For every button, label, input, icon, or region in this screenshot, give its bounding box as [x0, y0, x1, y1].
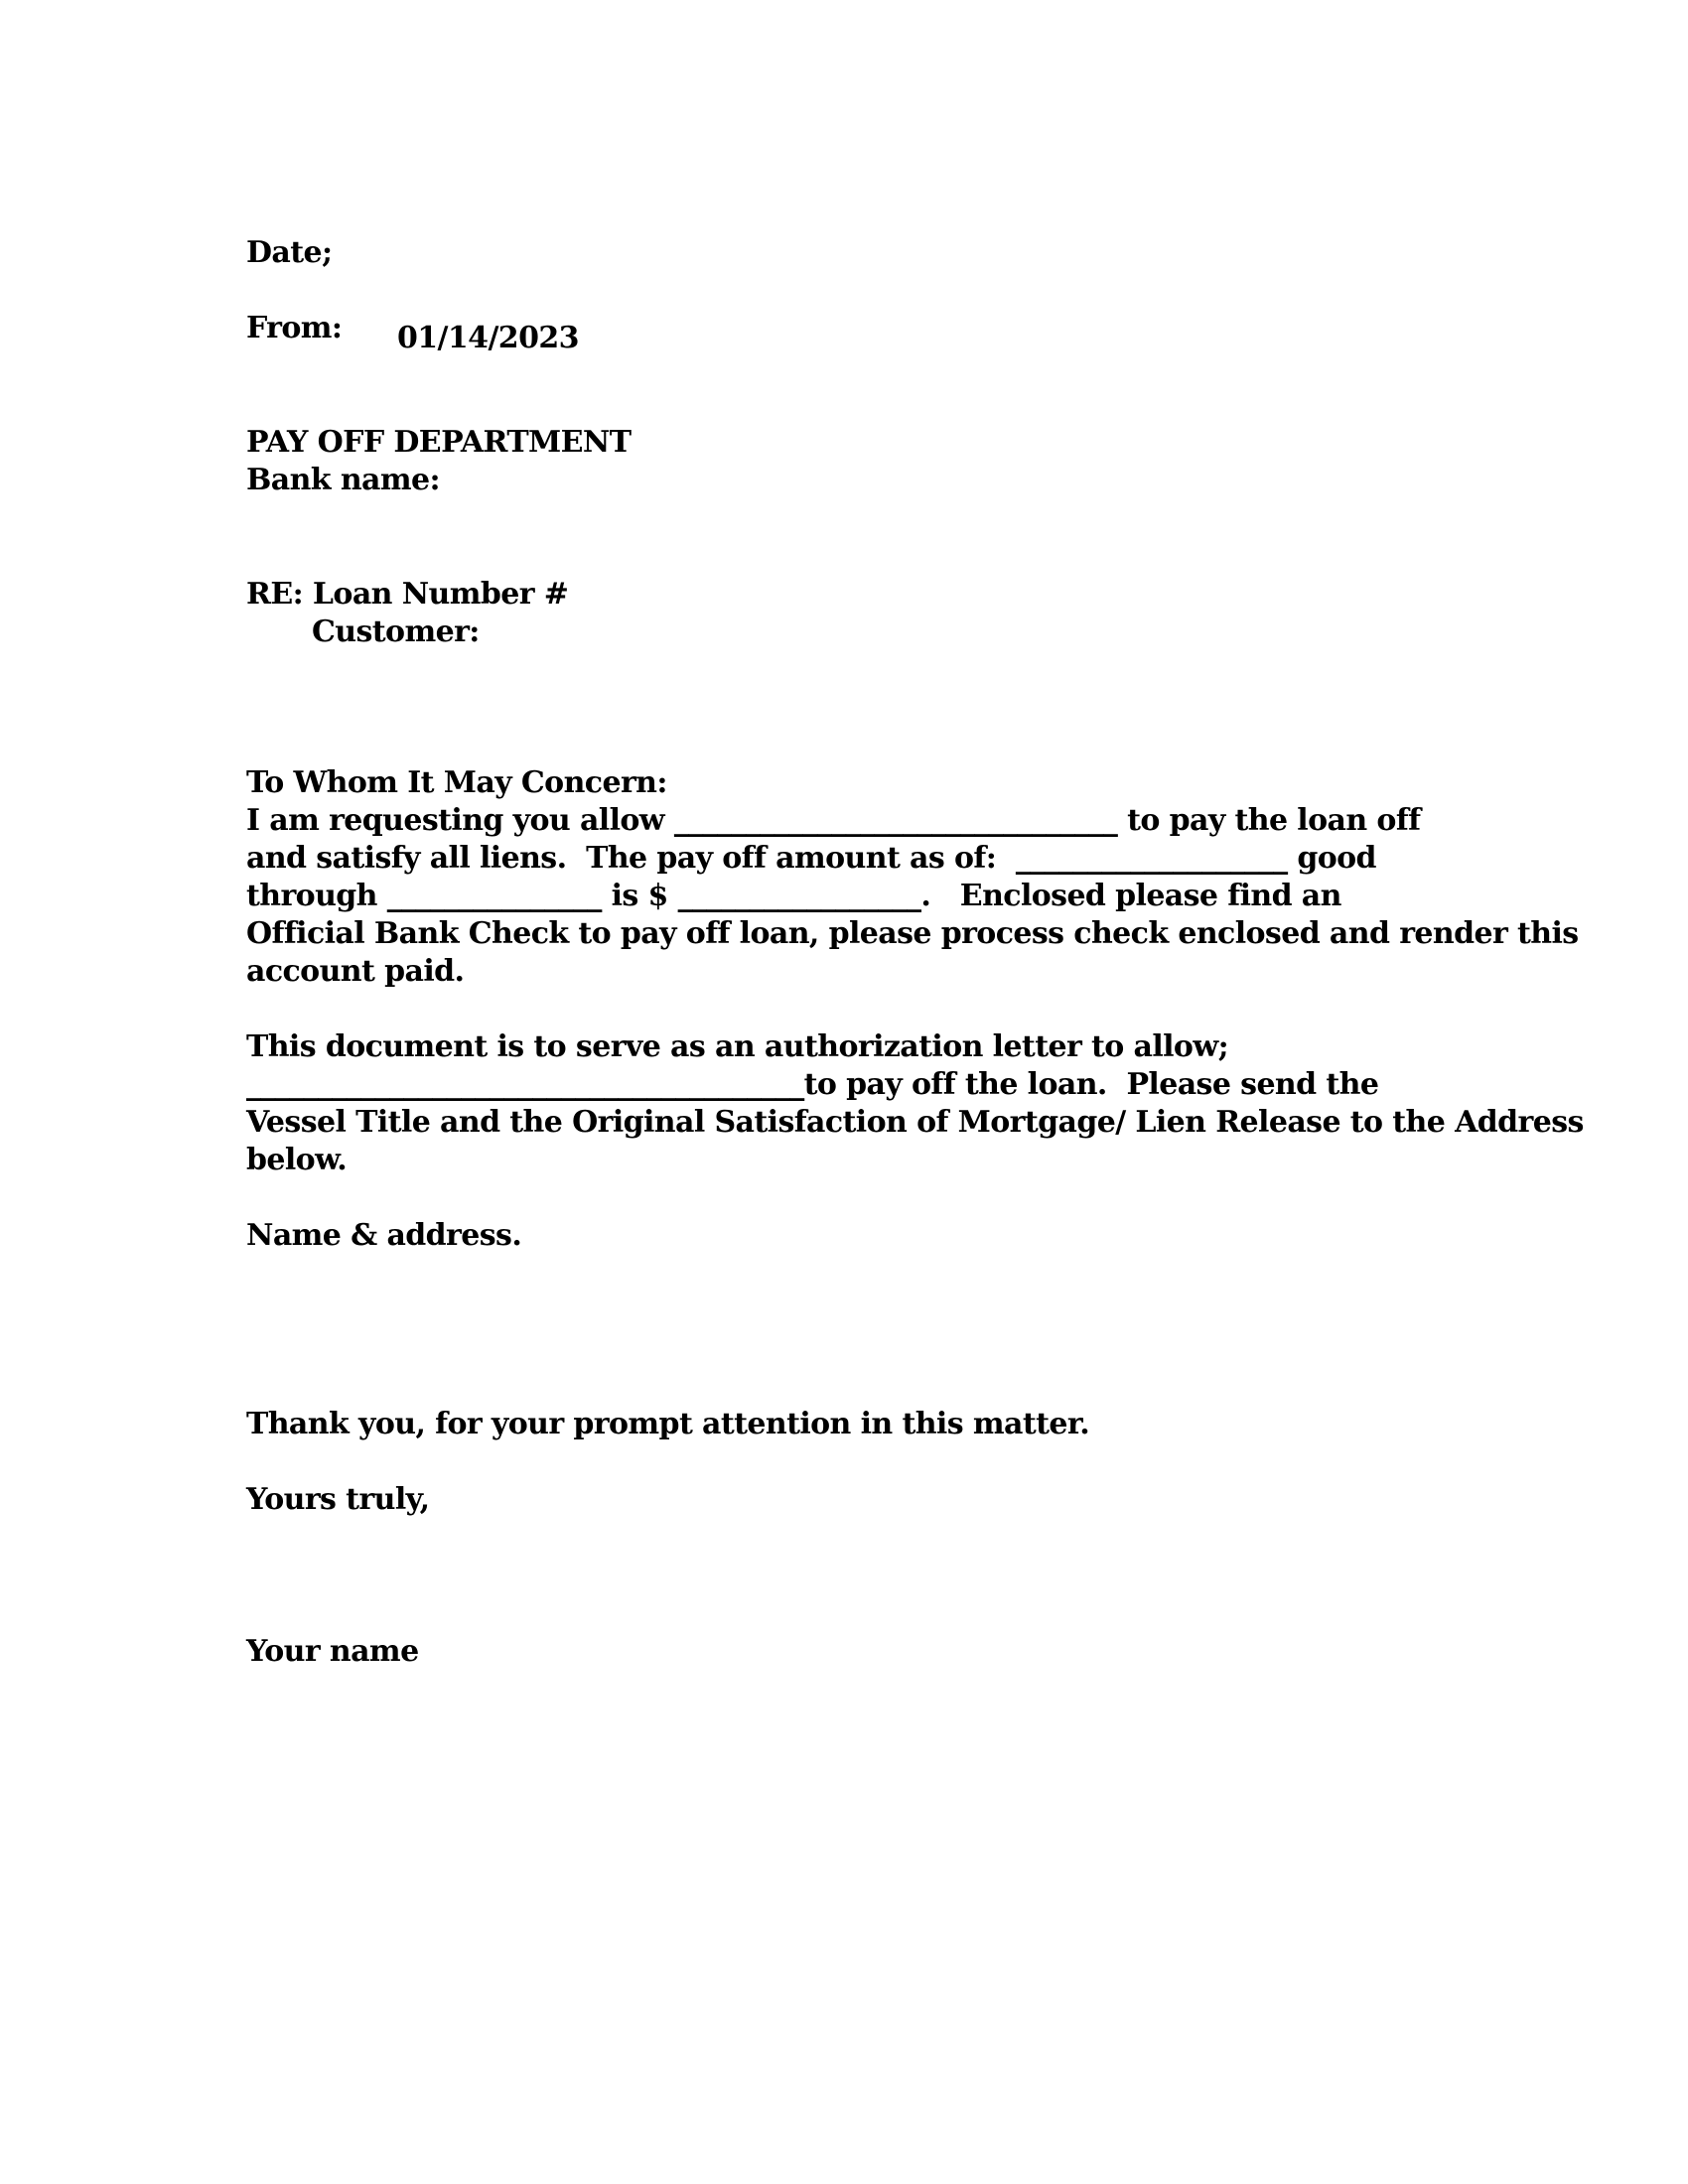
paragraph1-line: through _______________ is $ _________________. Enclosed please find an: [246, 879, 1341, 913]
paragraph1-line: Official Bank Check to pay off loan, please process check enclosed and render this: [246, 916, 1579, 951]
customer-label: Customer:: [312, 614, 480, 649]
paragraph2-line: below.: [246, 1143, 348, 1177]
date-label: Date;: [246, 235, 333, 270]
department-heading: PAY OFF DEPARTMENT: [246, 425, 632, 460]
loan-number-label: RE: Loan Number #: [246, 577, 569, 612]
salutation: To Whom It May Concern:: [246, 765, 667, 800]
paragraph1-line: and satisfy all liens. The pay off amount as of: ___________________ good: [246, 841, 1376, 876]
sign-off: Yours truly,: [246, 1482, 430, 1517]
paragraph2-line: Vessel Title and the Original Satisfaction of Mortgage/ Lien Release to the Address: [246, 1105, 1584, 1140]
name-address-label: Name & address.: [246, 1218, 522, 1253]
bank-name-label: Bank name:: [246, 463, 440, 497]
paragraph2-line: _______________________________________to pay off the loan. Please send the: [246, 1067, 1379, 1102]
paragraph1-line: account paid.: [246, 954, 465, 989]
thank-you-line: Thank you, for your prompt attention in this matter.: [246, 1407, 1090, 1441]
paragraph2-line: This document is to serve as an authorization letter to allow;: [246, 1029, 1229, 1064]
from-date: 01/14/2023: [397, 321, 579, 355]
from-label: From:: [246, 311, 343, 345]
paragraph1-line: I am requesting you allow _______________________________ to pay the loan off: [246, 803, 1421, 838]
signature-name: Your name: [246, 1634, 419, 1669]
